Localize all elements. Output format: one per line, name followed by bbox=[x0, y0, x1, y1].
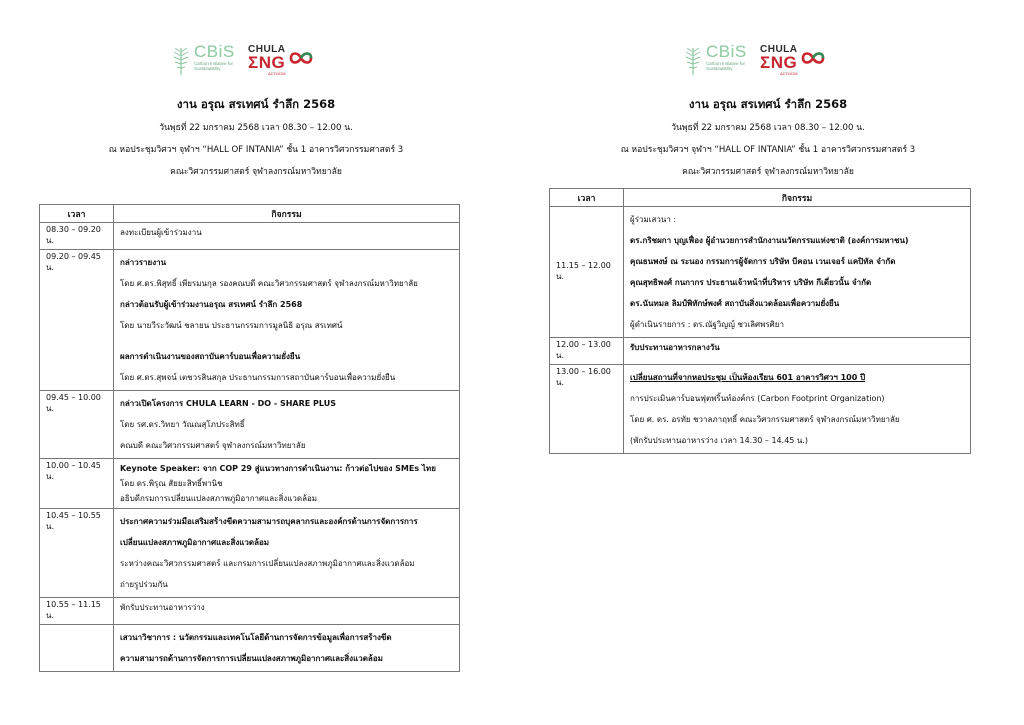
table-header-row bbox=[40, 205, 460, 223]
eng-logo-text: ΣNG bbox=[248, 53, 286, 72]
chula-logo-text: CHULA bbox=[760, 44, 798, 55]
time-cell: 13.00 – 16.00 น. bbox=[550, 365, 624, 454]
activity-line: เปลี่ยนแปลงสภาพภูมิอากาศและสิ่งแวดล้อม bbox=[120, 538, 270, 547]
table-row bbox=[550, 338, 971, 365]
eng-logo-text: ΣNG bbox=[760, 53, 798, 72]
event-venue: ณ หอประชุมวิศวฯ จุฬาฯ “HALL OF INTANIA” ชั้น 1 อาคารวิศวกรรมศาสตร์ 3 bbox=[620, 145, 916, 155]
eng-logo-subtext: ACTNOW bbox=[780, 71, 798, 76]
activity-line: กล่าวรายงาน bbox=[120, 258, 167, 267]
activity-line: โดย นายวีระวัฒน์ ชลายน ประธานกรรมการมูลนิธิ อรุณ สรเทศน์ bbox=[120, 321, 343, 330]
event-date-time: วันพุธที่ 22 มกราคม 2568 เวลา 08.30 – 12.00 น. bbox=[159, 123, 353, 133]
activity-cell bbox=[114, 459, 460, 509]
table-row bbox=[40, 223, 460, 250]
activity-cell bbox=[114, 509, 460, 598]
activity-line: กล่าวต้อนรับผู้เข้าร่วมงานอรุณ สรเทศน์ รำลึก 2568 bbox=[120, 300, 303, 309]
activity-line: เปลี่ยนสถานที่จากหอประชุม เป็นห้องเรียน 601 อาคารวิศวฯ 100 ปี bbox=[630, 373, 866, 382]
activity-line: เสวนาวิชาการ : นวัตกรรมและเทคโนโลยีด้านการจัดการข้อมูลเพื่อการสร้างขีด bbox=[120, 633, 392, 642]
activity-cell bbox=[624, 365, 971, 454]
cbis-logo-subtext: Carbon Initiative for Sustainability bbox=[194, 61, 234, 71]
activity-line: คณบดี คณะวิศวกรรมศาสตร์ จุฬาลงกรณ์มหาวิทยาลัย bbox=[120, 441, 306, 450]
time-cell: 11.15 – 12.00 น. bbox=[550, 207, 624, 338]
activity-cell bbox=[624, 207, 971, 338]
activity-cell bbox=[624, 338, 971, 365]
event-organization: คณะวิศวกรรมศาสตร์ จุฬาลงกรณ์มหาวิทยาลัย bbox=[682, 167, 854, 177]
table-row bbox=[550, 365, 971, 454]
time-column-header: เวลา bbox=[40, 205, 114, 223]
activity-line: พักรับประทานอาหารว่าง bbox=[120, 603, 205, 612]
activity-line: ผู้ร่วมเสวนา : bbox=[630, 215, 677, 224]
time-cell: 12.00 – 13.00 น. bbox=[550, 338, 624, 365]
event-title: งาน อรุณ สรเทศน์ รำลึก 2568 bbox=[688, 97, 848, 111]
chula-logo-text: CHULA bbox=[248, 44, 286, 55]
event-title: งาน อรุณ สรเทศน์ รำลึก 2568 bbox=[176, 97, 336, 111]
time-column-header: เวลา bbox=[550, 189, 624, 207]
table-row bbox=[40, 459, 460, 509]
table-row bbox=[550, 207, 971, 338]
activity-cell bbox=[114, 625, 460, 672]
activity-line: (พักรับประทานอาหารว่าง เวลา 14.30 – 14.45 น.) bbox=[630, 436, 809, 445]
time-cell: 10.55 – 11.15 น. bbox=[40, 598, 114, 625]
activity-line: การประเมินคาร์บอนฟุตพริ้นท์องค์กร (Carbon Footprint Organization) bbox=[630, 394, 885, 403]
time-cell bbox=[40, 625, 114, 672]
event-date-time: วันพุธที่ 22 มกราคม 2568 เวลา 08.30 – 12.00 น. bbox=[671, 123, 865, 133]
table-row bbox=[40, 391, 460, 459]
time-cell: 08.30 – 09.20 น. bbox=[40, 223, 114, 250]
cbis-logo-text: CBiS bbox=[706, 42, 747, 61]
table-row bbox=[40, 250, 460, 391]
time-cell: 09.45 – 10.00 น. bbox=[40, 391, 114, 459]
activity-column-header: กิจกรรม bbox=[624, 189, 971, 207]
activity-line: โดย ศ.ดร.พิสุทธิ์ เพียรมนกุล รองคณบดี คณะวิศวกรรมศาสตร์ จุฬาลงกรณ์มหาวิทยาลัย bbox=[120, 279, 418, 288]
activity-column-header: กิจกรรม bbox=[114, 205, 460, 223]
infinity-logo-icon bbox=[800, 48, 826, 68]
document-page-right bbox=[512, 0, 1024, 725]
schedule-table bbox=[549, 188, 971, 454]
activity-cell bbox=[114, 598, 460, 625]
activity-line: ดร.นันทมล ลิมป์พิทักษ์พงศ์ สถาบันสิ่งแวดล้อมเพื่อความยั่งยืน bbox=[630, 299, 840, 308]
activity-line: ลงทะเบียนผู้เข้าร่วมงาน bbox=[120, 228, 202, 237]
activity-line: Keynote Speaker: จาก COP 29 สู่แนวทางการดำเนินงาน: ก้าวต่อไปของ SMEs ไทย bbox=[120, 464, 436, 473]
logo-group bbox=[172, 42, 332, 80]
activity-line: กล่าวเปิดโครงการ CHULA LEARN - DO - SHARE PLUS bbox=[120, 399, 336, 408]
schedule-table bbox=[39, 204, 460, 672]
time-cell: 09.20 – 09.45 น. bbox=[40, 250, 114, 391]
activity-line: คุณธนพงษ์ ณ ระนอง กรรมการผู้จัดการ บริษัท บีคอน เวนเจอร์ แคปิทัล จำกัด bbox=[630, 257, 896, 266]
activity-line: ระหว่างคณะวิศวกรรมศาสตร์ และกรมการเปลี่ยนแปลงสภาพภูมิอากาศและสิ่งแวดล้อม bbox=[120, 559, 415, 568]
activity-line: โดย ดร.พิรุณ สัยยะสิทธิ์พานิช bbox=[120, 479, 223, 488]
time-cell: 10.00 – 10.45 น. bbox=[40, 459, 114, 509]
table-header-row bbox=[550, 189, 971, 207]
spacer bbox=[120, 336, 453, 346]
activity-line: โดย รศ.ดร.วิทยา วัณณสุโภประสิทธิ์ bbox=[120, 420, 245, 429]
activity-line: ประกาศความร่วมมือเสริมสร้างขีดความสามารถบุคลากรและองค์กรด้านการจัดการการ bbox=[120, 517, 418, 526]
activity-line: ถ่ายรูปร่วมกัน bbox=[120, 580, 168, 589]
activity-line: คุณสุทธิพงศ์ กนกากร ประธานเจ้าหน้าที่บริหาร บริษัท กีเดี่ยวนั้น จำกัด bbox=[630, 278, 872, 287]
activity-line: ผู้ดำเนินรายการ : ดร.ณัฐวิญญ์ ชวเลิศพรศิยา bbox=[630, 320, 784, 329]
table-row bbox=[40, 509, 460, 598]
eng-logo-subtext: ACTNOW bbox=[268, 71, 286, 76]
infinity-logo-icon bbox=[288, 48, 314, 68]
time-cell: 10.45 – 10.55 น. bbox=[40, 509, 114, 598]
leaf-icon bbox=[684, 44, 702, 76]
logo-group bbox=[684, 42, 844, 80]
activity-line: โดย ศ.ดร.สุพจน์ เตชวรสินสกุล ประธานกรรมการสถาบันคาร์บอนเพื่อความยั่งยืน bbox=[120, 373, 396, 382]
activity-line: อธิบดีกรมการเปลี่ยนแปลงสภาพภูมิอากาศและสิ่งแวดล้อม bbox=[120, 494, 318, 503]
cbis-logo-subtext: Carbon Initiative for Sustainability bbox=[706, 61, 746, 71]
activity-cell bbox=[114, 391, 460, 459]
leaf-icon bbox=[172, 44, 190, 76]
activity-cell bbox=[114, 223, 460, 250]
activity-line: โดย ศ. ดร. อรทัย ชวาลภาฤทธิ์ คณะวิศวกรรมศาสตร์ จุฬาลงกรณ์มหาวิทยาลัย bbox=[630, 415, 900, 424]
event-venue: ณ หอประชุมวิศวฯ จุฬาฯ “HALL OF INTANIA” ชั้น 1 อาคารวิศวกรรมศาสตร์ 3 bbox=[108, 145, 404, 155]
activity-line: รับประทานอาหารกลางวัน bbox=[630, 343, 720, 352]
event-organization: คณะวิศวกรรมศาสตร์ จุฬาลงกรณ์มหาวิทยาลัย bbox=[170, 167, 342, 177]
activity-line: ผลการดำเนินงานของสถาบันคาร์บอนเพื่อความยั่งยืน bbox=[120, 352, 301, 361]
table-row bbox=[40, 598, 460, 625]
activity-cell bbox=[114, 250, 460, 391]
cbis-logo-text: CBiS bbox=[194, 42, 235, 61]
activity-line: ดร.กริชผกา บุญเฟื่อง ผู้อำนวยการสำนักงานนวัตกรรมแห่งชาติ (องค์การมหาชน) bbox=[630, 236, 909, 245]
table-row bbox=[40, 625, 460, 672]
activity-line: ความสามารถด้านการจัดการการเปลี่ยนแปลงสภาพภูมิอากาศและสิ่งแวดล้อม bbox=[120, 654, 383, 663]
